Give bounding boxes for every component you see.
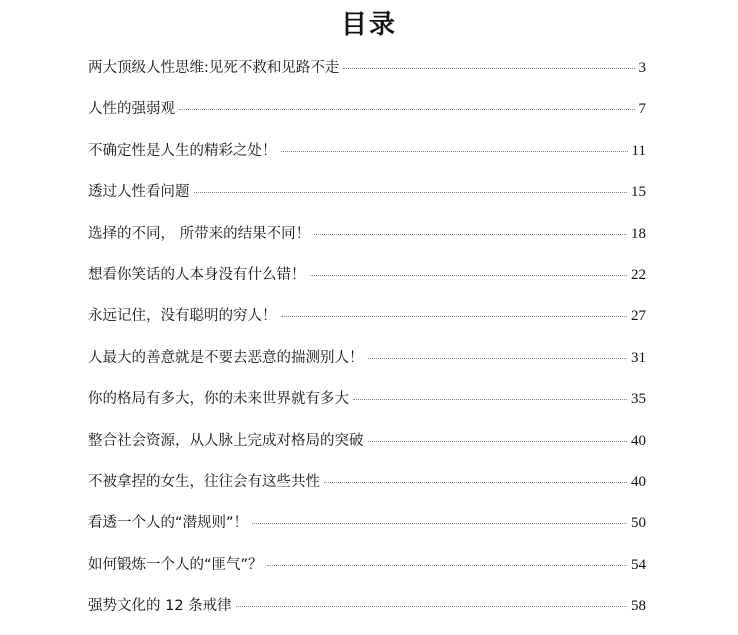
toc-entry-page: 18	[631, 225, 646, 242]
dot-leader	[368, 358, 628, 359]
toc-entry[interactable]	[88, 304, 646, 345]
toc-entry-page: 31	[631, 349, 646, 366]
toc-entry-page: 40	[631, 473, 646, 490]
toc-entry-page: 15	[631, 184, 646, 201]
dot-leader	[353, 399, 627, 400]
toc-entry[interactable]	[88, 511, 646, 552]
toc-entry-label: 人最大的善意就是不要去恶意的揣测别人！	[88, 349, 364, 366]
toc-title: 目录	[340, 10, 397, 40]
toc-entry-page: 58	[631, 598, 646, 615]
toc-entry-label: 看透一个人的“潜规则”！	[88, 515, 249, 532]
dot-leader	[179, 109, 635, 110]
toc-entry-label: 不确定性是人生的精彩之处！	[88, 142, 277, 159]
toc-entry[interactable]	[88, 470, 646, 511]
dot-leader	[252, 523, 627, 524]
dot-leader	[281, 316, 628, 317]
toc-entry-page: 54	[631, 556, 646, 573]
toc-entry[interactable]	[88, 222, 646, 263]
toc-entry-label: 如何锻炼一个人的“匪气”？	[88, 556, 263, 573]
toc-entry-label: 透过人性看问题	[88, 184, 190, 201]
toc-entry-label: 选择的不同， 所带来的结果不同！	[88, 225, 311, 242]
dot-leader	[314, 234, 627, 235]
toc-entry-label: 两大顶级人性思维:见死不救和见路不走	[88, 60, 340, 76]
dot-leader	[310, 275, 628, 276]
toc-entry[interactable]	[88, 180, 646, 221]
toc-entry[interactable]	[88, 387, 646, 428]
toc-entry-label: 永远记住，没有聪明的穷人！	[88, 308, 277, 325]
toc-entry-page: 27	[631, 308, 646, 325]
toc-entry[interactable]	[88, 594, 646, 635]
toc-entry[interactable]	[88, 263, 646, 304]
dot-leader	[194, 192, 628, 193]
toc-entry[interactable]	[88, 553, 646, 594]
toc-entry[interactable]	[88, 56, 646, 97]
dot-leader	[368, 441, 628, 442]
toc-entry[interactable]	[88, 429, 646, 470]
toc-entry-page: 22	[631, 266, 646, 283]
toc-entry-page: 40	[631, 432, 646, 449]
toc-entry-page: 7	[638, 101, 646, 118]
toc-entry-label: 不被拿捏的女生，往往会有这些共性	[88, 473, 320, 490]
dot-leader	[281, 151, 628, 152]
toc-entry-page: 50	[631, 515, 646, 532]
toc-entry-label: 强势文化的 12 条戒律	[88, 598, 232, 615]
toc-entry[interactable]	[88, 139, 646, 180]
toc-entry-label: 你的格局有多大，你的未来世界就有多大	[88, 391, 349, 408]
toc-entry-page: 35	[631, 391, 646, 408]
toc-entry-page: 11	[631, 142, 646, 159]
dot-leader	[343, 68, 634, 69]
dot-leader	[267, 565, 627, 566]
toc-entry-label: 人性的强弱观	[88, 101, 175, 118]
toc-entry-label: 整合社会资源，从人脉上完成对格局的突破	[88, 432, 364, 449]
toc-entry-label: 想看你笑话的人本身没有什么错！	[88, 266, 306, 283]
table-of-contents	[88, 56, 646, 635]
dot-leader	[236, 606, 627, 607]
dot-leader	[324, 482, 627, 483]
toc-entry-page: 3	[638, 60, 646, 76]
toc-entry[interactable]	[88, 97, 646, 138]
toc-entry[interactable]	[88, 346, 646, 387]
